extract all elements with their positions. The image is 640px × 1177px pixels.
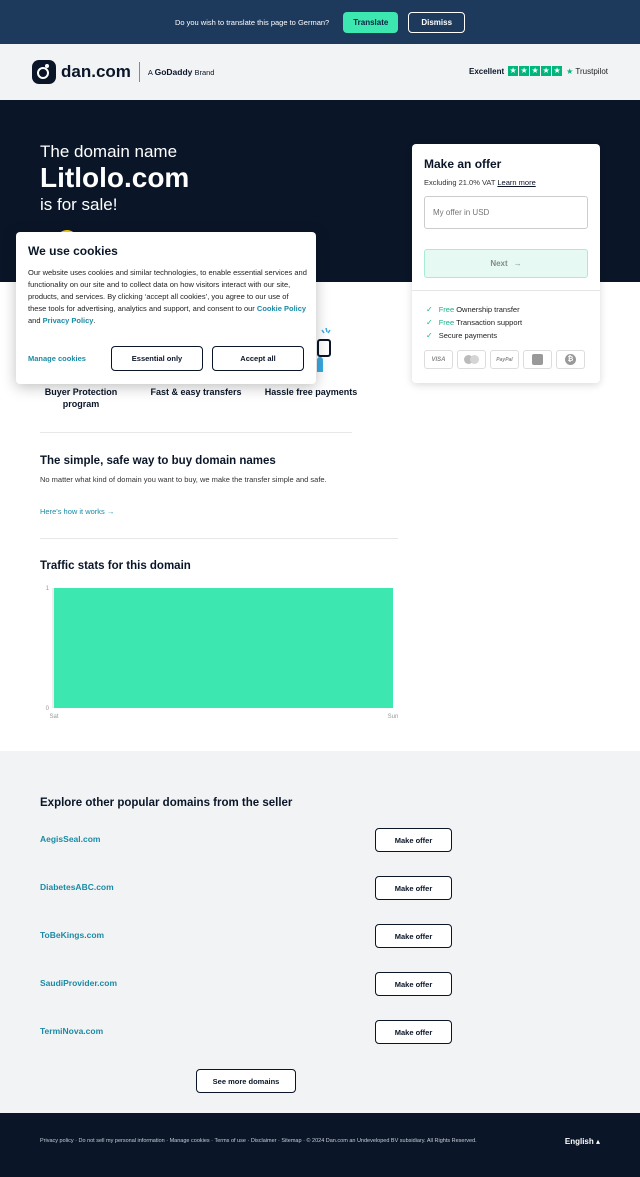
dan-logo-icon: [32, 60, 56, 84]
benefits-list: [426, 303, 522, 342]
other-domains-title: Explore other popular domains from the seller: [40, 797, 293, 809]
domain-row: [40, 876, 452, 900]
translate-button[interactable]: Translate: [343, 12, 398, 33]
x-tick-label-sat: Sat: [49, 714, 59, 720]
star-icon: ★: [520, 66, 528, 75]
star-icon: ★: [553, 66, 561, 75]
traffic-area: [54, 588, 393, 708]
check-icon: ✓: [426, 318, 433, 327]
make-offer-button[interactable]: Make offer: [375, 876, 452, 900]
godaddy-brand: A GoDaddy Brand: [147, 67, 215, 77]
mastercard-icon: [457, 350, 486, 369]
trustpilot-rating[interactable]: [469, 66, 608, 76]
domain-row: [40, 924, 452, 948]
arrow-right-icon: →: [513, 259, 522, 268]
list-item: ✓ Free Ownership transfer: [426, 305, 520, 314]
cookie-policy-link[interactable]: Cookie Policy: [256, 304, 307, 313]
next-button[interactable]: [424, 249, 588, 278]
domain-row: [40, 972, 452, 996]
feature-buyer-protection: Buyer Protection program: [44, 387, 118, 409]
cookie-text: Our website uses cookies and similar technologies, to enable essential services and functionality on our site and to collect data on how visitors interact with our site, products, and services. By clicking ‘accept all cookies’, you agree to our use of these tools for advertising, analytics and support, and consent to our Cookie Policy and Privacy Policy.: [28, 268, 307, 325]
visa-icon: VISA: [424, 350, 453, 369]
trust-stars: [508, 66, 562, 76]
feature-fast-transfers: Fast & easy transfers: [150, 387, 242, 397]
check-icon: ✓: [426, 305, 433, 314]
star-icon: ★: [542, 66, 550, 75]
other-domains-section: [0, 751, 640, 1113]
cookie-banner: [16, 232, 316, 384]
next-label: Next: [490, 259, 508, 268]
see-more-button[interactable]: See more domains: [196, 1069, 296, 1093]
footer: [0, 1113, 640, 1177]
offer-title: Make an offer: [424, 157, 502, 171]
payment-methods: [424, 350, 585, 369]
traffic-chart: [40, 582, 402, 722]
check-icon: ✓: [426, 331, 433, 340]
y-tick-label-1: 1: [45, 586, 49, 592]
domain-row: [40, 828, 452, 852]
trustpilot-star-icon: ★: [566, 66, 574, 76]
logo[interactable]: [32, 60, 214, 84]
alipay-icon: [523, 350, 552, 369]
translate-question: Do you wish to translate this page to German?: [174, 17, 330, 27]
logo-divider: [139, 62, 140, 82]
offer-input[interactable]: [424, 196, 588, 229]
footer-links[interactable]: Privacy policy · Do not sell my personal information · Manage cookies · Terms of use · Disclaimer · Sitemap · © 2024 Dan.com an Undeveloped BV subsidiary. All Rights Reserved.: [40, 1138, 477, 1144]
site-header: [0, 44, 640, 100]
domain-link[interactable]: AegisSeal.com: [40, 834, 101, 844]
divider: [412, 290, 600, 291]
star-icon: ★: [509, 66, 517, 75]
x-tick-label-sun: Sun: [387, 714, 399, 720]
arrow-right-icon: →: [106, 507, 115, 516]
y-tick-label-0: 0: [45, 706, 49, 712]
domain-link[interactable]: SaudiProvider.com: [40, 978, 117, 988]
offer-card: [412, 144, 600, 383]
trustpilot-logo: ★ Trustpilot: [566, 66, 608, 76]
make-offer-button[interactable]: Make offer: [375, 972, 452, 996]
make-offer-button[interactable]: Make offer: [375, 924, 452, 948]
bitcoin-icon: ₿: [556, 350, 585, 369]
cookie-title: We use cookies: [28, 244, 118, 258]
hero-domain: Litlolo.com: [40, 162, 190, 193]
list-item: ✓ Secure payments: [426, 331, 498, 340]
manage-cookies-link[interactable]: Manage cookies: [28, 354, 86, 363]
dismiss-button[interactable]: Dismiss: [408, 12, 465, 33]
divider: [40, 432, 352, 433]
hero-line1: The domain name: [40, 142, 178, 161]
feature-hassle-free: Hassle free payments: [264, 387, 358, 397]
chevron-up-icon: ▴: [595, 1137, 600, 1146]
simple-way-text: No matter what kind of domain you want to buy, we make the transfer simple and safe.: [40, 475, 327, 484]
translate-bar: [0, 0, 640, 44]
domain-link[interactable]: DiabetesABC.com: [40, 882, 114, 892]
make-offer-button[interactable]: Make offer: [375, 828, 452, 852]
domain-row: [40, 1020, 452, 1044]
learn-more-link[interactable]: Learn more: [497, 178, 536, 187]
star-icon: ★: [531, 66, 539, 75]
privacy-policy-link[interactable]: Privacy Policy: [42, 316, 94, 325]
paypal-icon: PayPal: [490, 350, 519, 369]
make-offer-button[interactable]: Make offer: [375, 1020, 452, 1044]
trust-label: Excellent: [469, 66, 505, 76]
essential-only-button[interactable]: Essential only: [111, 346, 203, 371]
vat-note: Excluding 21.0% VAT Learn more: [424, 178, 536, 187]
domain-link[interactable]: ToBeKings.com: [40, 930, 105, 940]
logo-text: dan.com: [61, 62, 131, 81]
list-item: ✓ Free Transaction support: [426, 318, 523, 327]
language-selector[interactable]: English ▴: [564, 1137, 600, 1146]
divider: [40, 538, 398, 539]
accept-all-button[interactable]: Accept all: [212, 346, 304, 371]
domain-link[interactable]: TermiNova.com: [40, 1026, 104, 1036]
simple-way-title: The simple, safe way to buy domain names: [40, 455, 276, 467]
hero-line3: is for sale!: [40, 195, 118, 214]
how-it-works-link[interactable]: Here's how it works →: [40, 507, 115, 516]
traffic-title: Traffic stats for this domain: [40, 560, 191, 572]
